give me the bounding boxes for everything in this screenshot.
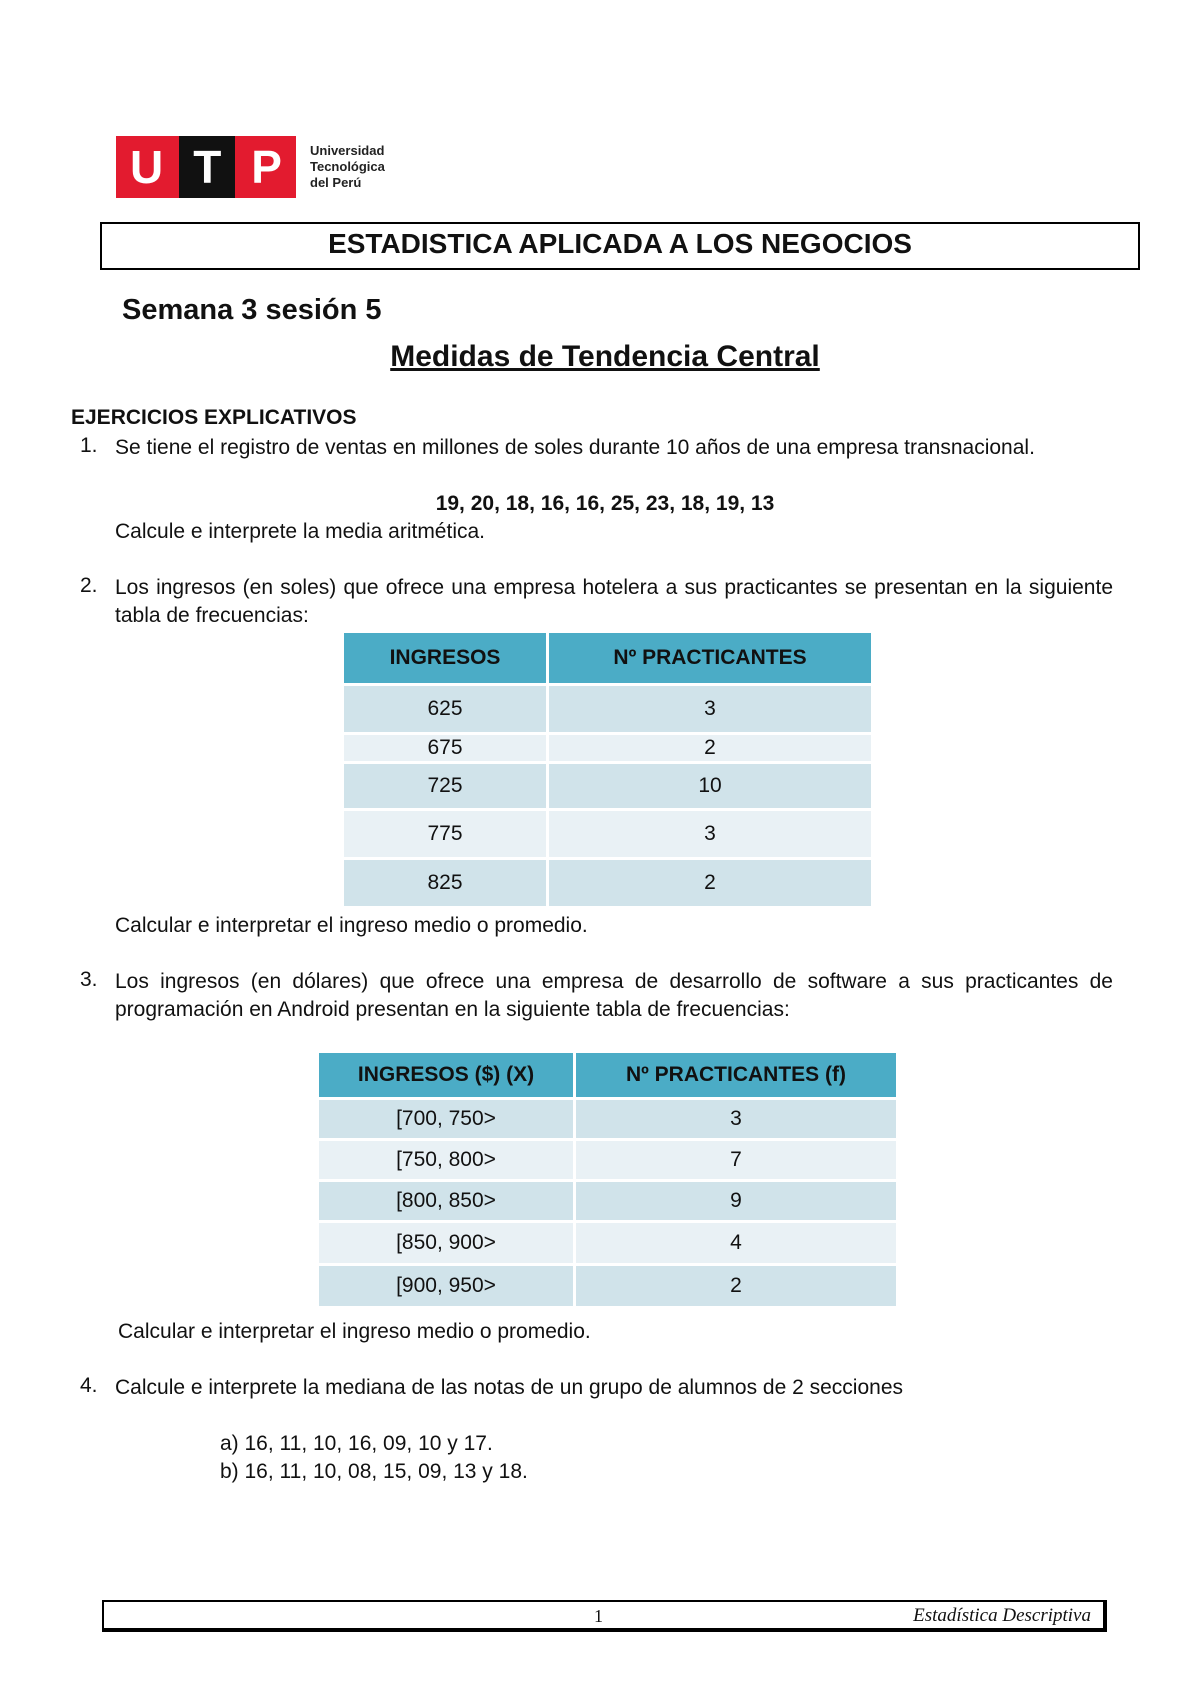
table-cell: 3 — [549, 686, 871, 732]
course-title-box — [100, 222, 1140, 270]
table-row — [344, 686, 871, 732]
ex1-data: 19, 20, 18, 16, 16, 25, 23, 18, 19, 13 — [435, 492, 775, 515]
table-header: Nº PRACTICANTES (f) — [576, 1053, 896, 1097]
logo-line-1: Universidad — [310, 143, 385, 158]
ex2-number: 2. — [80, 574, 98, 597]
table-row — [344, 735, 871, 761]
table-cell: 9 — [576, 1182, 896, 1220]
table-cell: 675 — [344, 735, 546, 761]
table-row — [319, 1223, 896, 1263]
logo-line-3: del Perú — [310, 175, 362, 190]
table-cell: 725 — [344, 764, 546, 808]
session-heading: Semana 3 sesión 5 — [122, 294, 382, 326]
course-title: ESTADISTICA APLICADA A LOS NEGOCIOS — [328, 228, 912, 259]
topic-heading: Medidas de Tendencia Central — [390, 340, 820, 373]
ex3-text: Los ingresos (en dólares) que ofrece una empresa de desarrollo de software a sus practicantes de programación en Android presentan en la siguiente tabla de frecuencias: — [115, 970, 1113, 1021]
table-cell: 775 — [344, 811, 546, 857]
logo-letter-p: P — [251, 141, 282, 193]
ex4-item-b: b) 16, 11, 10, 08, 15, 09, 13 y 18. — [220, 1460, 528, 1483]
ex1-number: 1. — [80, 434, 98, 457]
table-cell: 4 — [576, 1223, 896, 1263]
logo-line-2: Tecnológica — [310, 159, 385, 174]
table-row — [344, 860, 871, 906]
logo-letter-t: T — [179, 136, 235, 198]
table-cell: 2 — [549, 735, 871, 761]
table-cell: 3 — [549, 811, 871, 857]
table-cell: [850, 900> — [319, 1223, 573, 1263]
page-number: 1 — [594, 1606, 603, 1626]
ex4-number: 4. — [80, 1374, 98, 1397]
logo-letter-u: U — [129, 141, 164, 193]
ex3-table — [316, 1050, 899, 1309]
ex4-item-a: a) 16, 11, 10, 16, 09, 10 y 17. — [220, 1432, 493, 1455]
table-header: Nº PRACTICANTES — [549, 633, 871, 683]
table-cell: 825 — [344, 860, 546, 906]
ex4-text: Calcule e interprete la mediana de las notas de un grupo de alumnos de 2 secciones — [115, 1376, 904, 1399]
table-row — [344, 811, 871, 857]
table-cell: 625 — [344, 686, 546, 732]
table-cell: [750, 800> — [319, 1141, 573, 1179]
table-row — [319, 1182, 896, 1220]
logo-wordmark — [310, 143, 385, 191]
utp-logo — [116, 136, 385, 198]
table-row — [319, 1266, 896, 1306]
table-cell: [900, 950> — [319, 1266, 573, 1306]
ex2-text: Los ingresos (en soles) que ofrece una empresa hotelera a sus practicantes se presentan en la siguiente tabla de frecuencias: — [115, 576, 1113, 627]
ex2-table — [341, 630, 874, 909]
table-cell: [700, 750> — [319, 1100, 573, 1138]
footer-course-name: Estadística Descriptiva — [913, 1605, 1091, 1626]
ex3-question: Calcular e interpretar el ingreso medio o promedio. — [118, 1320, 591, 1343]
table-cell: 7 — [576, 1141, 896, 1179]
logo-mark — [116, 136, 296, 198]
section-title: EJERCICIOS EXPLICATIVOS — [71, 406, 357, 429]
table-header: INGRESOS ($) (X) — [319, 1053, 573, 1097]
table-cell: 10 — [549, 764, 871, 808]
table-row — [319, 1100, 896, 1138]
ex1-text: Se tiene el registro de ventas en millones de soles durante 10 años de una empresa transnacional. — [115, 436, 1035, 459]
table-cell: 2 — [576, 1266, 896, 1306]
table-cell: 3 — [576, 1100, 896, 1138]
table-row — [319, 1141, 896, 1179]
table-header: INGRESOS — [344, 633, 546, 683]
ex1-question: Calcule e interprete la media aritmética. — [115, 520, 486, 543]
table-cell: [800, 850> — [319, 1182, 573, 1220]
ex2-question: Calcular e interpretar el ingreso medio o promedio. — [115, 914, 588, 937]
table-row — [344, 764, 871, 808]
ex3-number: 3. — [80, 968, 98, 991]
page-footer — [102, 1600, 1107, 1632]
table-header-row — [344, 633, 871, 683]
table-cell: 2 — [549, 860, 871, 906]
table-header-row — [319, 1053, 896, 1097]
